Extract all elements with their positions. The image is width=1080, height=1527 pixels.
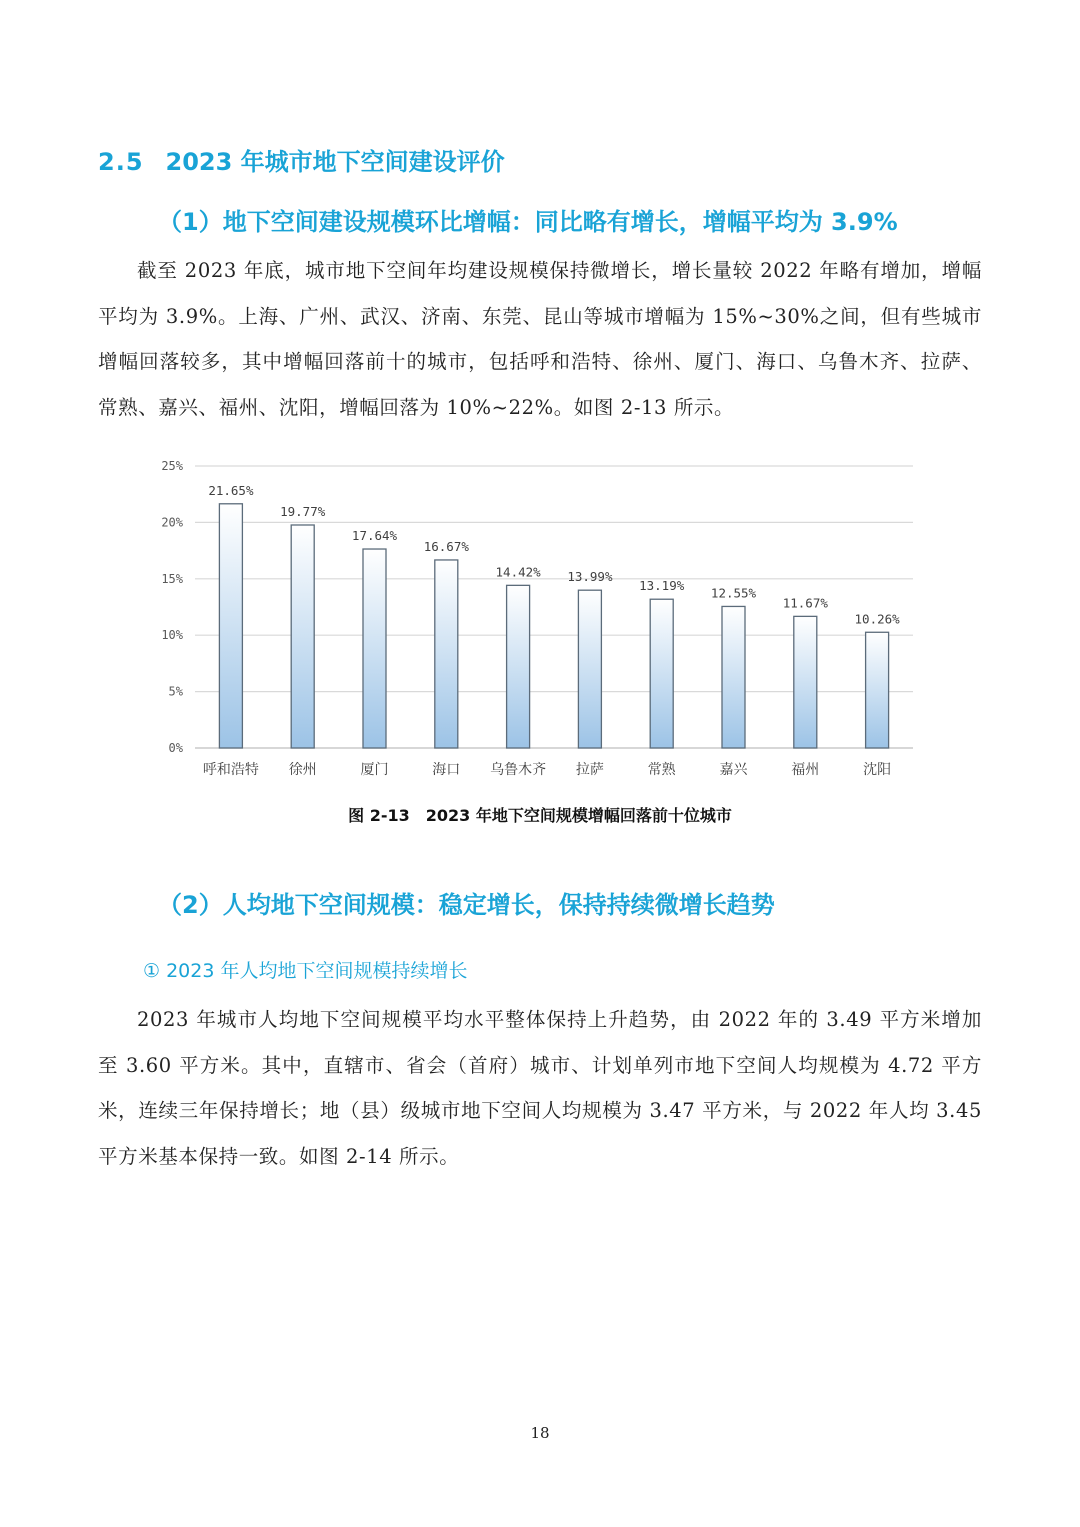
bar bbox=[650, 599, 673, 748]
bar-chart bbox=[150, 450, 930, 790]
y-tick-label: 10% bbox=[161, 628, 183, 643]
bar bbox=[219, 504, 242, 748]
section-title: 2023 年城市地下空间建设评价 bbox=[165, 148, 505, 176]
data-label: 13.99% bbox=[567, 569, 613, 585]
paragraph-2: 2023 年城市人均地下空间规模平均水平整体保持上升趋势，由 2022 年的 3.49 平方米增加至 3.60 平方米。其中，直辖市、省会（首府）城市、计划单列市地下空间人均规模为 4.72 平方米，连续三年保持增长；地（县）级城市地下空间人均规模为 3.47 平方米，与 2022 年人均 3.45 平方米基本保持一致。如图 2-14 所示。 bbox=[98, 1008, 982, 1168]
data-label: 10.26% bbox=[854, 611, 900, 627]
y-tick-label: 5% bbox=[168, 684, 183, 699]
x-category-label: 拉萨 bbox=[575, 762, 604, 778]
bar bbox=[866, 632, 889, 748]
data-label: 21.65% bbox=[208, 482, 254, 498]
y-tick-label: 0% bbox=[168, 741, 183, 755]
y-tick-label: 20% bbox=[161, 515, 183, 530]
section-heading bbox=[98, 142, 505, 177]
figure-caption: 图 2-13 2023 年地下空间规模增幅回落前十位城市 bbox=[348, 806, 732, 825]
x-category-label: 常熟 bbox=[647, 762, 676, 778]
bar bbox=[291, 525, 314, 748]
x-category-label: 海口 bbox=[432, 762, 461, 778]
x-category-label: 福州 bbox=[791, 762, 820, 778]
section-number: 2.5 bbox=[98, 148, 144, 176]
x-category-label: 厦门 bbox=[360, 762, 389, 778]
x-category-label: 徐州 bbox=[288, 762, 317, 778]
bar bbox=[578, 590, 601, 748]
bar bbox=[435, 560, 458, 748]
x-category-label: 嘉兴 bbox=[719, 762, 748, 778]
page-number: 18 bbox=[530, 1424, 550, 1442]
data-label: 16.67% bbox=[423, 538, 469, 554]
bar bbox=[363, 549, 386, 748]
paragraph-1: 截至 2023 年底，城市地下空间年均建设规模保持微增长，增长量较 2022 年略有增加，增幅平均为 3.9%。上海、广州、武汉、济南、东莞、昆山等城市增幅为 15%~30%之间，但有些城市增幅回落较多，其中增幅回落前十的城市，包括呼和浩特、徐州、厦门、海口、乌鲁木齐、拉萨、常熟、嘉兴、福州、沈阳，增幅回落为 10%~22%。如图 2-13 所示。 bbox=[98, 259, 982, 419]
list-item-heading: ① 2023 年人均地下空间规模持续增长 bbox=[143, 960, 468, 982]
data-label: 12.55% bbox=[710, 585, 757, 601]
subsection-heading-2: （2）人均地下空间规模：稳定增长，保持持续微增长趋势 bbox=[158, 891, 775, 919]
x-category-label: 乌鲁木齐 bbox=[490, 762, 547, 778]
data-label: 13.19% bbox=[639, 578, 685, 594]
data-label: 11.67% bbox=[782, 595, 828, 611]
bar bbox=[794, 616, 817, 748]
data-label: 17.64% bbox=[351, 528, 398, 544]
data-label: 14.42% bbox=[495, 564, 541, 580]
bar bbox=[722, 606, 745, 748]
data-label: 19.77% bbox=[280, 503, 326, 519]
bar bbox=[507, 585, 530, 748]
chart-x-categories bbox=[203, 761, 891, 778]
y-tick-label: 25% bbox=[161, 459, 183, 473]
chart-y-ticks bbox=[161, 459, 183, 755]
subsection-heading-1: （1）地下空间建设规模环比增幅：同比略有增长，增幅平均为 3.9% bbox=[158, 208, 898, 236]
chart-bars bbox=[219, 504, 888, 748]
y-tick-label: 15% bbox=[161, 571, 183, 586]
x-category-label: 沈阳 bbox=[863, 762, 892, 778]
x-category-label: 呼和浩特 bbox=[202, 762, 259, 778]
